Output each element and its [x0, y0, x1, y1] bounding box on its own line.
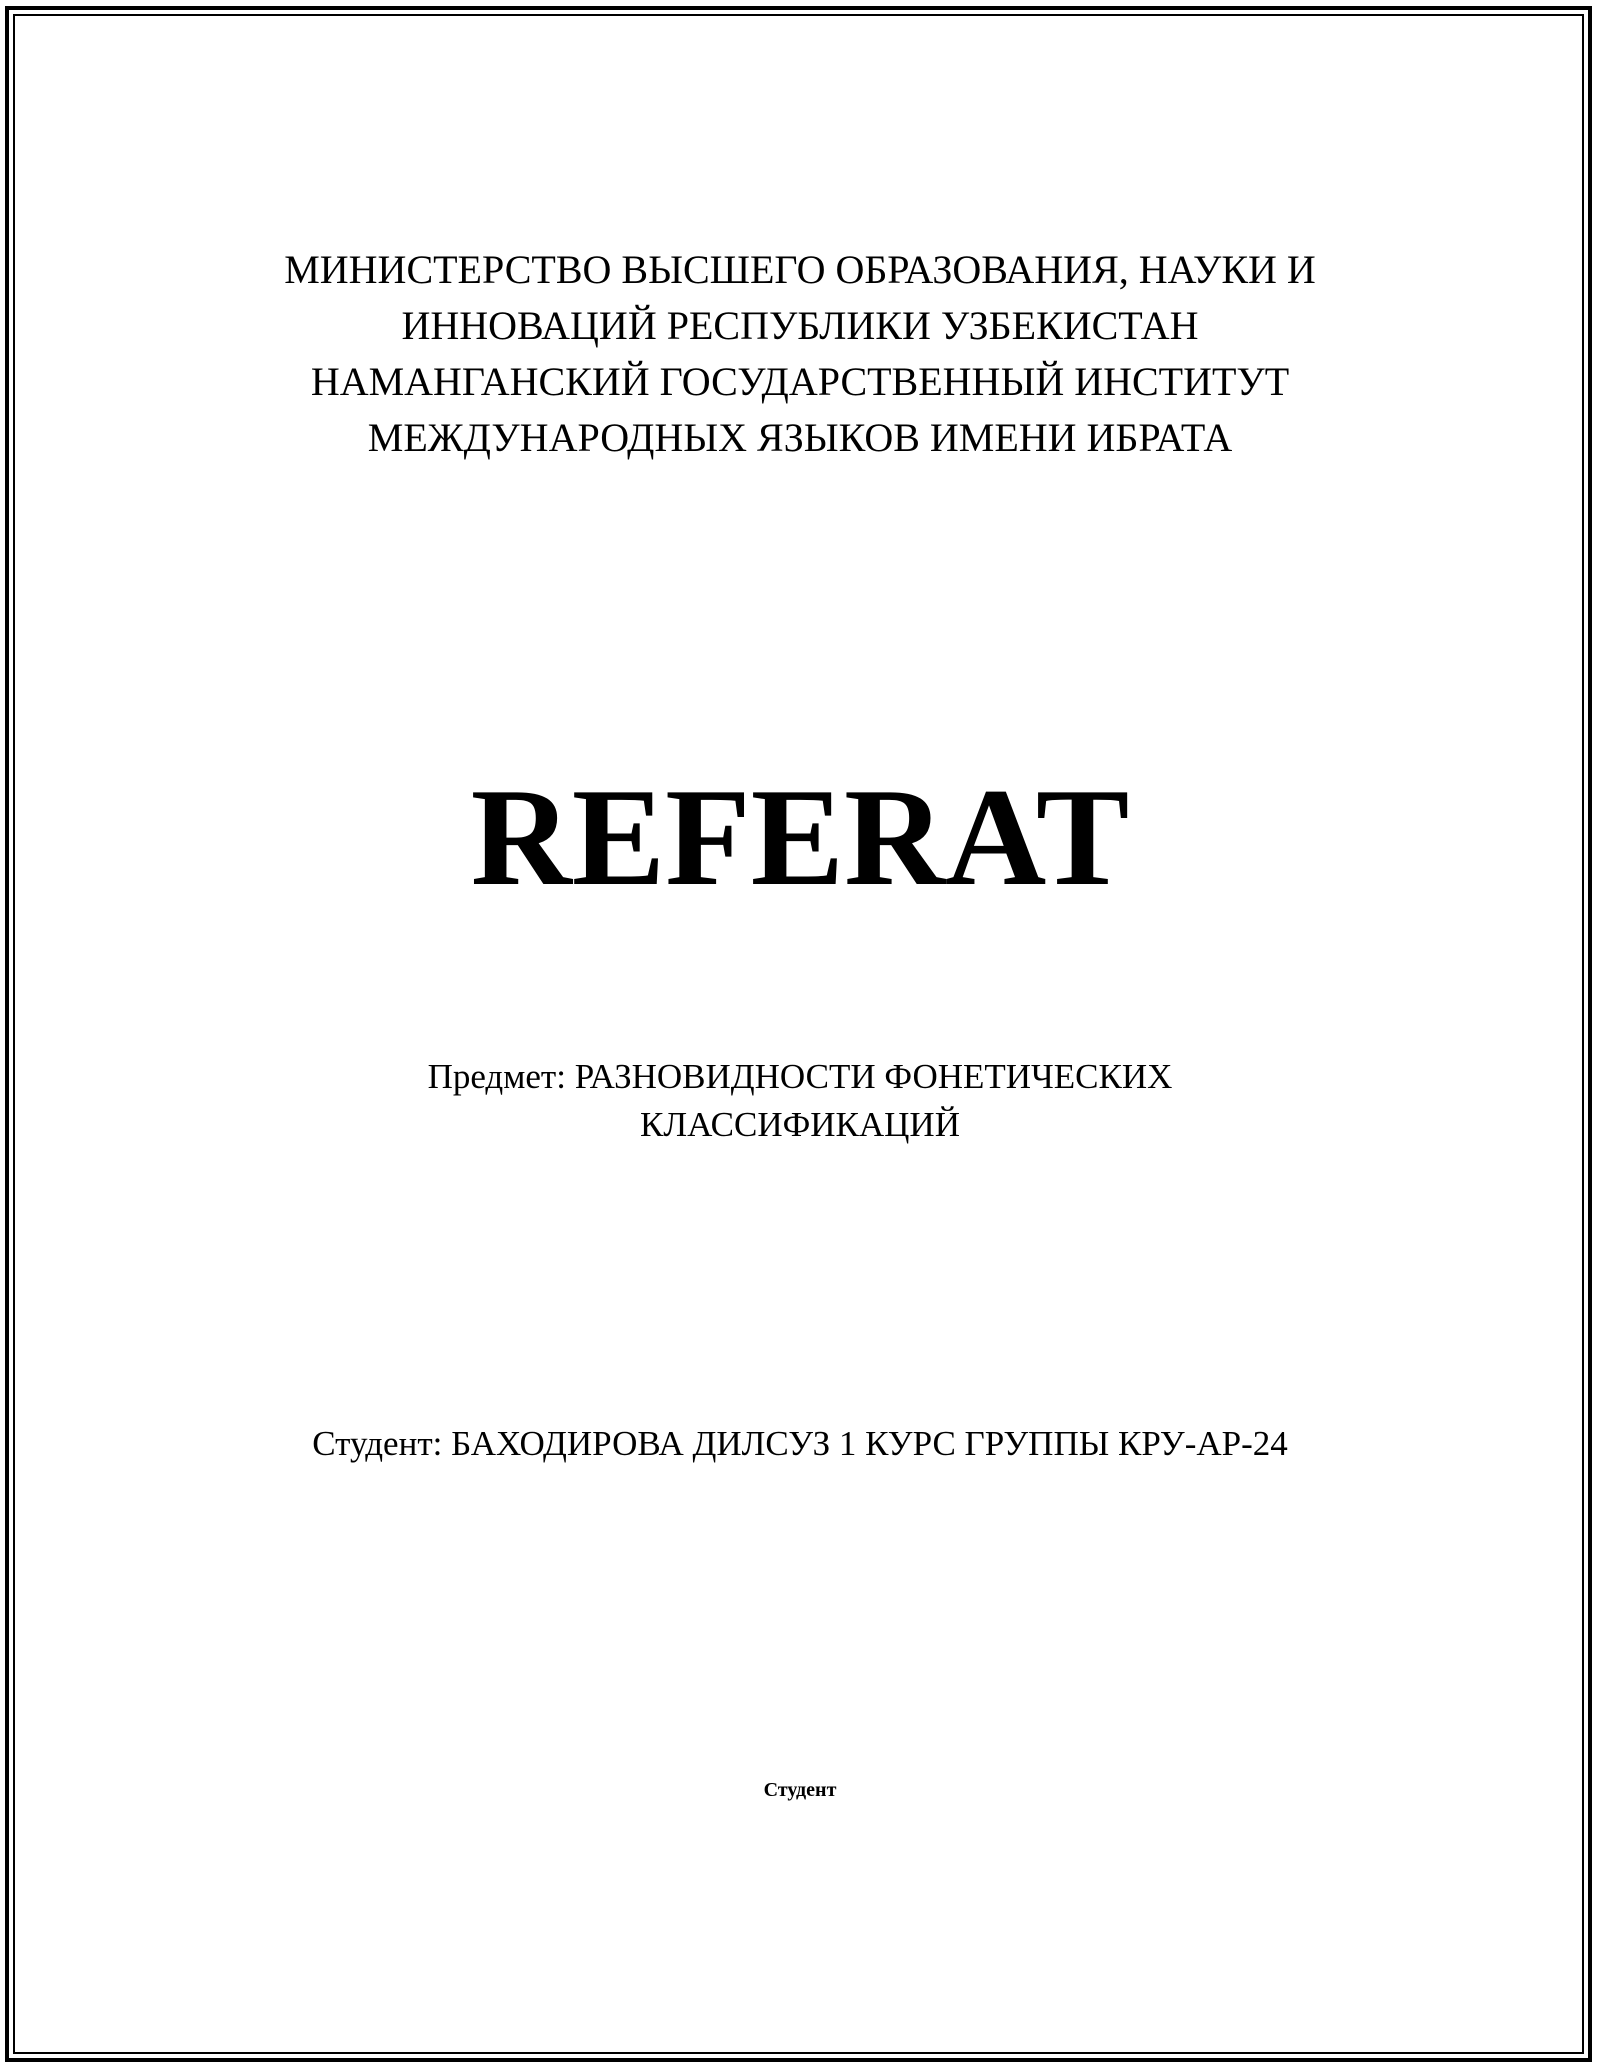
header-line: НАМАНГАНСКИЙ ГОСУДАРСТВЕННЫЙ ИНСТИТУТ [310, 359, 1290, 404]
header-line: ИННОВАЦИЙ РЕСПУБЛИКИ УЗБЕКИСТАН [401, 303, 1199, 348]
subject-block [0, 1053, 1600, 1149]
institution-header [0, 242, 1600, 466]
subject-line: КЛАССИФИКАЦИЙ [640, 1105, 960, 1144]
header-line: МИНИСТЕРСТВО ВЫСШЕГО ОБРАЗОВАНИЯ, НАУКИ И [284, 247, 1316, 292]
student-signature-label: Студент [763, 1779, 837, 1801]
student-info: Студент: БАХОДИРОВА ДИЛСУЗ 1 КУРС ГРУППЫ КРУ-АР-24 [312, 1424, 1288, 1463]
document-title: REFERAT [470, 760, 1130, 915]
header-line: МЕЖДУНАРОДНЫХ ЯЗЫКОВ ИМЕНИ ИБРАТА [367, 415, 1233, 460]
subject-line: Предмет: РАЗНОВИДНОСТИ ФОНЕТИЧЕСКИХ [427, 1057, 1173, 1096]
